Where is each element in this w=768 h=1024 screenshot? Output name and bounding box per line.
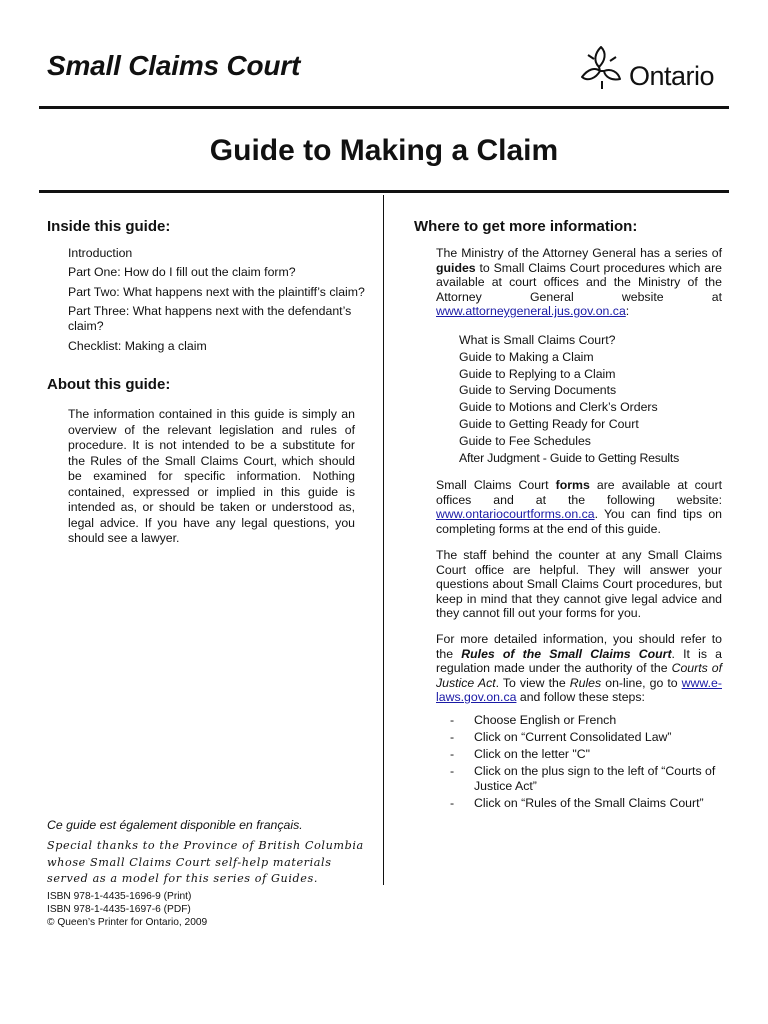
acknowledgement-text: Special thanks to the Province of British Columbia whose Small Claims Court self-help materials served as a model for this series of Guides. xyxy=(47,839,364,885)
text-span: Small Claims Court xyxy=(436,478,556,492)
isbn-print: ISBN 978-1-4435-1696-9 (Print) xyxy=(47,891,192,902)
rules-title: Rules of the Small Claims Court xyxy=(461,646,672,661)
act-title: Courts of Justice Act xyxy=(436,661,722,690)
step-text: Click on the plus sign to the left of “Courts of Justice Act” xyxy=(474,764,716,793)
text-span: The Ministry of the Attorney General has a series of xyxy=(436,246,722,260)
text-span: : xyxy=(625,304,630,318)
steps-list xyxy=(450,713,730,813)
text-span: For more detailed information, you should refer to the xyxy=(436,632,722,661)
guide-list-item: Guide to Fee Schedules xyxy=(459,433,591,448)
toc-item: Part Two: What happens next with the plaintiff’s claim? xyxy=(68,284,365,299)
trillium-icon xyxy=(578,43,628,95)
french-availability-note: Ce guide est également disponible en français. xyxy=(47,818,303,832)
dash-marker: - xyxy=(450,713,455,727)
toc-item: Part One: How do I fill out the claim form? xyxy=(68,265,296,280)
guide-list-item: Guide to Making a Claim xyxy=(459,349,594,364)
step-text: Choose English or French xyxy=(474,713,617,727)
step-item xyxy=(450,730,730,745)
guide-list-item: After Judgment - Guide to Getting Results xyxy=(459,450,680,465)
logo-text: Ontario xyxy=(629,61,715,91)
text-span: on-line, go to xyxy=(601,675,682,690)
step-text: Click on “Current Consolidated Law” xyxy=(474,730,672,744)
guides-list xyxy=(459,332,729,466)
more-info-heading: Where to get more information: xyxy=(414,218,638,235)
copyright: © Queen’s Printer for Ontario, 2009 xyxy=(47,916,208,928)
isbn-pdf: ISBN 978-1-4435-1697-6 (PDF) xyxy=(47,903,191,915)
text-span: . It is a regulation made under the authority of the xyxy=(436,646,723,675)
inside-guide-heading: Inside this guide: xyxy=(47,218,171,235)
about-paragraph: The information contained in this guide is simply an overview of the relevant legislation and rules of procedure. It is not intended to be a substitute for the Rules of the Small Claims Court, which should be examined for specific information. Nothing contained, expressed or implied in this guide is intended as, or should be taken or understood as, legal advice. If you have any legal questions, you should see a lawyer. xyxy=(68,407,355,545)
text-span: are available at court offices and at the following website: xyxy=(436,478,722,507)
guide-list-item: What is Small Claims Court? xyxy=(459,333,616,347)
rules-word: Rules xyxy=(569,675,602,690)
step-text: Click on “Rules of the Small Claims Court” xyxy=(474,795,704,810)
step-item xyxy=(450,747,730,762)
attorney-general-link[interactable]: www.attorneygeneral.jus.gov.on.ca xyxy=(436,304,626,318)
step-text: Click on the letter "C" xyxy=(474,747,591,761)
toc-list xyxy=(68,246,380,358)
step-item xyxy=(450,796,730,811)
text-span: . To view the xyxy=(495,675,570,690)
e-laws-link[interactable]: www.e-laws.gov.on.ca xyxy=(436,675,722,704)
dash-marker: - xyxy=(450,730,455,744)
step-item xyxy=(450,764,730,793)
header-title: Small Claims Court xyxy=(47,50,301,81)
dash-marker: - xyxy=(450,764,455,778)
toc-item: Introduction xyxy=(68,246,133,260)
guide-list-item: Guide to Serving Documents xyxy=(459,383,617,398)
ministry-paragraph xyxy=(436,246,722,319)
forms-bold: forms xyxy=(555,478,590,492)
about-guide-heading: About this guide: xyxy=(47,376,171,393)
court-forms-link[interactable]: www.ontariocourtforms.on.ca xyxy=(436,507,595,521)
rules-paragraph xyxy=(436,632,722,705)
dash-marker: - xyxy=(450,747,455,761)
isbn-block xyxy=(47,891,207,929)
text-span: . You can find tips on completing forms at the end of this guide. xyxy=(436,507,722,536)
toc-item: Part Three: What happens next with the defendant’s claim? xyxy=(68,303,352,334)
forms-paragraph xyxy=(436,478,722,536)
guide-list-item: Guide to Replying to a Claim xyxy=(459,366,616,381)
title-rule xyxy=(39,190,729,193)
ontario-logo xyxy=(578,43,728,98)
header-rule xyxy=(39,106,729,109)
staff-paragraph: The staff behind the counter at any Small Claims Court office are helpful. They will answer your questions about Small Claims Court procedures, but keep in mind that they cannot give legal advice and they cannot fill out your forms for you. xyxy=(436,548,722,620)
guides-bold: guides xyxy=(436,260,476,275)
guide-list-item: Guide to Motions and Clerk’s Orders xyxy=(459,400,658,415)
toc-item: Checklist: Making a claim xyxy=(68,338,207,353)
text-span: and follow these steps: xyxy=(516,690,645,704)
guide-list-item: Guide to Getting Ready for Court xyxy=(459,416,639,431)
column-divider xyxy=(383,195,384,885)
text-span: to Small Claims Court procedures which are available at court offices and the Ministry of the Attorney General website at xyxy=(436,260,722,304)
dash-marker: - xyxy=(450,795,455,810)
document-title: Guide to Making a Claim xyxy=(209,134,559,167)
step-item xyxy=(450,713,730,728)
